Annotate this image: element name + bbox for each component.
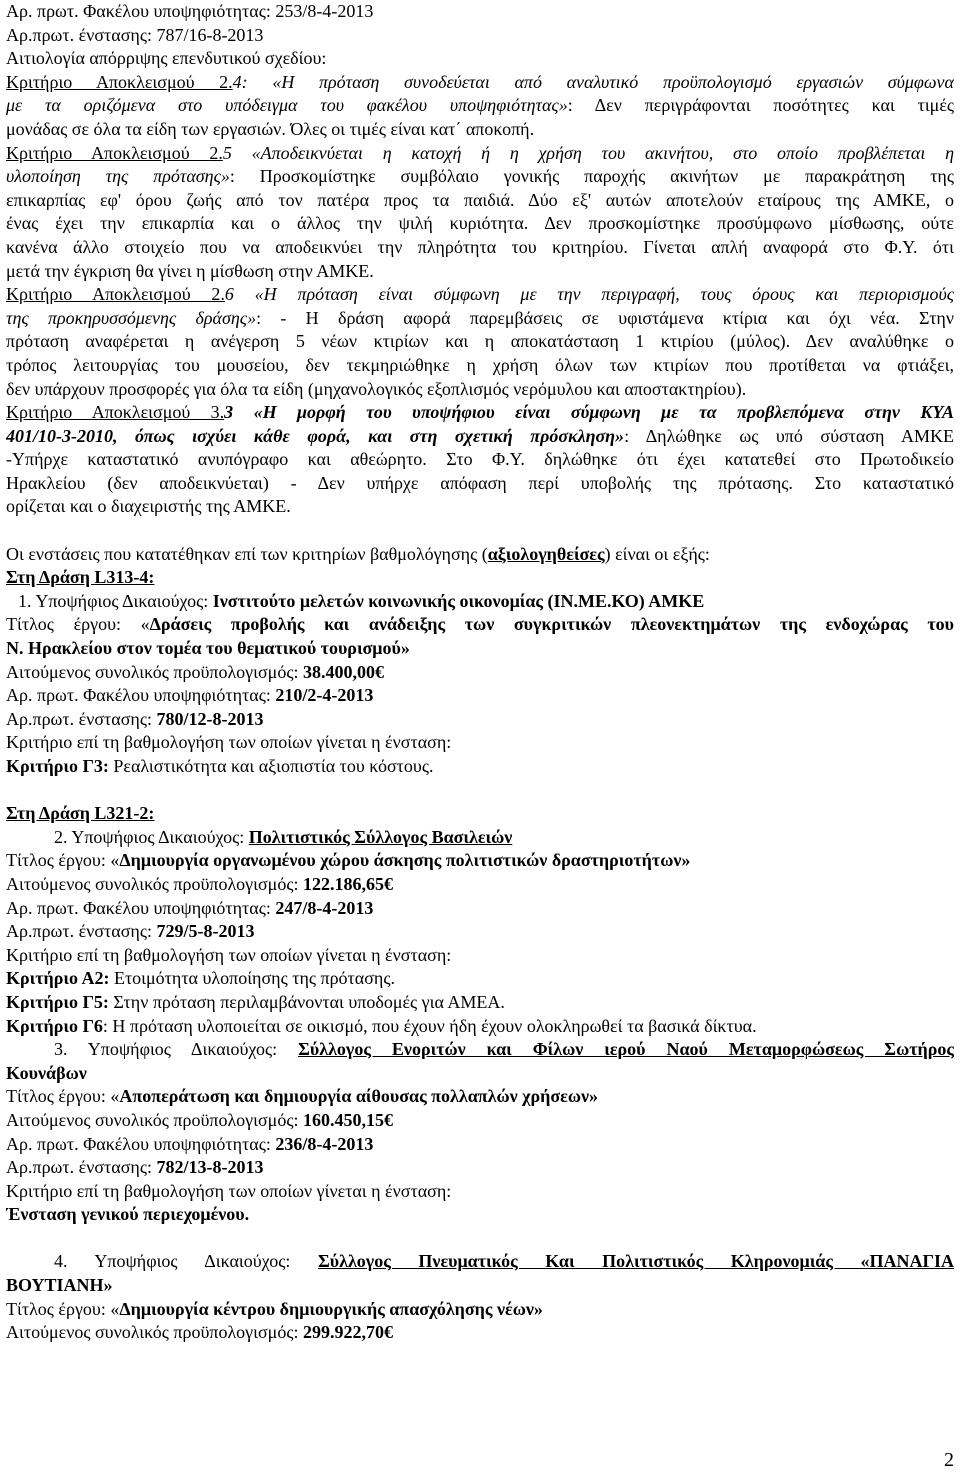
text-segment: 160.450,15€: [302, 1109, 393, 1130]
text-segment: Αιτιολογία απόρριψης επενδυτικού σχεδίου:: [6, 48, 327, 69]
text-segment: Κριτήριο επί τη βαθμολογήση των οποίων γίνεται η ένσταση:: [6, 1180, 452, 1201]
text-segment: Στην πρόταση περιλαμβάνονται υποδομές για ΑΜΕΑ.: [108, 991, 505, 1012]
text-line: [6, 849, 954, 873]
text-segment: 1. Υποψήφιος Δικαιούχος:: [18, 590, 213, 611]
text-line: [6, 1180, 954, 1204]
blank-line: [6, 519, 954, 543]
text-segment: Κριτήριο Α2:: [6, 968, 110, 989]
text-segment: Κριτήριο Αποκλεισμού: [6, 71, 220, 92]
text-line: [6, 1015, 954, 1039]
text-segment: 782/13-8-2013: [156, 1157, 264, 1178]
text-line: [6, 755, 954, 779]
text-line: [6, 661, 954, 685]
text-segment: 729/5-8-2013: [156, 921, 255, 942]
text-line: [6, 378, 954, 402]
text-segment: ένας έχει την επικαρπία και ο άλλος την ψιλή κυριότητα. Δεν προσκομίστηκε προσύμφωνο μίσθωσης, ούτε: [6, 213, 954, 234]
text-line: [6, 1274, 954, 1298]
text-segment: Κριτήριο Αποκλεισμού: [6, 284, 212, 305]
text-line: [6, 637, 954, 661]
text-segment: Αιτούμενος συνολικός προϋπολογισμός:: [6, 661, 303, 682]
text-line: [6, 354, 954, 378]
text-segment: της προκηρυσσόμενης δράσης»: [6, 307, 257, 328]
text-line: [6, 307, 954, 331]
text-line: [6, 1203, 954, 1227]
page-number: 2: [944, 1449, 954, 1471]
text-segment: 247/8-4-2013: [275, 897, 374, 918]
text-line: [6, 495, 954, 519]
text-line: [6, 566, 954, 590]
text-segment: Αρ.πρωτ. ένστασης:: [6, 708, 157, 729]
text-segment: 780/12-8-2013: [156, 708, 264, 729]
text-segment: Σύλλογος Πνευματικός Και Πολιτιστικός Κληρονομιάς «ΠΑΝΑΓΙΑ: [318, 1251, 954, 1272]
text-segment: 3.: [210, 402, 225, 423]
text-segment: Κριτήριο επί τη βαθμολογήση των οποίων γίνεται η ένσταση:: [6, 944, 452, 965]
text-line: [6, 0, 954, 24]
text-line: [6, 472, 954, 496]
text-segment: 5 «Αποδεικνύεται η κατοχή ή η χρήση του ακινήτου, στο οποίο προβλέπεται η: [222, 142, 954, 163]
text-segment: : Προσκομίστηκε συμβόλαιο γονικής παροχής ακινήτων με παρακράτηση της: [229, 166, 954, 187]
text-segment: Ηρακλείου (δεν αποδεικνύεται) - Δεν υπήρχε απόφαση περί υποβολής της πρότασης. Στο καταστατικό: [6, 472, 954, 493]
text-line: [6, 71, 954, 95]
document-body: [6, 0, 954, 1345]
text-segment: 401/10-3-2010, όπως ισχύει κάθε φορά, και στη σχετική πρόσκληση»: [6, 425, 625, 446]
text-line: [6, 260, 954, 284]
text-line: [6, 684, 954, 708]
text-segment: υλοποίηση της πρότασης»: [6, 166, 230, 187]
text-segment: 2.: [209, 142, 223, 163]
text-line: [6, 142, 954, 166]
text-segment: Κουνάβων: [6, 1062, 87, 1083]
text-segment: Κριτήριο Γ3:: [6, 756, 109, 776]
text-line: [6, 425, 954, 449]
text-line: [6, 802, 954, 826]
text-segment: αξιολογηθείσες: [487, 543, 605, 564]
text-line: [6, 1250, 954, 1274]
text-line: [6, 47, 954, 71]
text-line: [6, 543, 954, 567]
text-segment: Αρ. πρωτ. Φακέλου υποψηφιότητας:: [6, 897, 276, 918]
text-segment: Αιτούμενος συνολικός προϋπολογισμός:: [6, 873, 303, 894]
text-segment: Αρ.πρωτ. ένστασης: 787/16-8-2013: [6, 24, 264, 45]
text-segment: Αρ.πρωτ. ένστασης:: [6, 1157, 157, 1178]
text-line: [6, 944, 954, 968]
text-segment: 3 «Η μορφή του υποψήφιου είναι σύμφωνη με τα προβλεπόμενα στην ΚΥΑ: [224, 402, 954, 423]
text-line: [6, 1085, 954, 1109]
text-segment: ορίζεται και ο διαχειριστής της ΑΜΚΕ.: [6, 496, 291, 517]
text-segment: Στη Δράση L313-4:: [6, 567, 155, 588]
text-segment: Αρ. πρωτ. Φακέλου υποψηφιότητας:: [6, 685, 276, 706]
text-segment: μετά την έγκριση θα γίνει η μίσθωση στην ΑΜΚΕ.: [6, 260, 374, 281]
text-line: [6, 165, 954, 189]
text-segment: Αιτούμενος συνολικός προϋπολογισμός:: [6, 1109, 303, 1130]
text-line: [6, 118, 954, 142]
text-line: [6, 1038, 954, 1062]
text-segment: ) είναι οι εξής:: [604, 543, 710, 564]
text-line: [6, 708, 954, 732]
text-line: [6, 24, 954, 48]
text-line: [6, 731, 954, 755]
text-segment: Τίτλος έργου: «: [6, 1086, 120, 1107]
text-segment: 299.922,70€: [302, 1322, 393, 1343]
text-line: [6, 826, 954, 850]
text-line: [6, 1298, 954, 1322]
text-segment: Ινστιτούτο μελετών κοινωνικής οικονομίας (ΙΝ.ΜΕ.ΚΟ) ΑΜΚΕ: [212, 590, 705, 611]
text-segment: Σύλλογος Ενοριτών και Φίλων ιερού Ναού Μεταμορφώσεως Σωτήρος: [298, 1039, 954, 1060]
text-segment: τρόπος λειτουργίας του μουσείου, δεν τεκμηριώθηκε η χρήση όλων των κτιρίων που προτίθεται να φτιάξει,: [6, 354, 954, 375]
text-segment: 4: «Η πρόταση συνοδεύεται από αναλυτικό προϋπολογισμό εργασιών σύμφωνα: [232, 71, 954, 92]
text-line: [6, 94, 954, 118]
text-segment: Δράσεις προβολής και ανάδειξης των συγκριτικών πλεονεκτημάτων της ενδοχώρας του: [149, 614, 954, 635]
text-segment: : Η πρόταση υλοποιείται σε οικισμό, που έχουν ήδη έχουν ολοκληρωθεί τα βασικά δίκτυα.: [102, 1015, 757, 1036]
text-line: [6, 1062, 954, 1086]
blank-line: [6, 1227, 954, 1251]
text-segment: 38.400,00€: [302, 661, 384, 682]
text-segment: Τίτλος έργου: «: [6, 850, 120, 871]
text-segment: Ν. Ηρακλείου στον τομέα του θεματικού τουρισμού»: [6, 638, 410, 659]
text-segment: μονάδας σε όλα τα είδη των εργασιών. Όλες οι τιμές είναι κατ΄ αποκοπή.: [6, 118, 535, 139]
text-segment: : Δεν περιγράφονται ποσότητες και τιμές: [567, 95, 954, 116]
text-segment: ΒΟΥΤΙΑΝΗ»: [6, 1275, 113, 1296]
text-segment: Αιτούμενος συνολικός προϋπολογισμός:: [6, 1322, 303, 1343]
text-segment: Ρεαλιστικότητα και αξιοπιστία του κόστους.: [108, 756, 434, 776]
blank-line: [6, 779, 954, 803]
text-line: [6, 991, 954, 1015]
text-line: [6, 920, 954, 944]
text-segment: Οι ενστάσεις που κατατέθηκαν επί των κριτηρίων βαθμολόγησης (: [6, 543, 488, 564]
text-segment: 4. Υποψήφιος Δικαιούχος:: [54, 1251, 318, 1272]
text-line: [6, 897, 954, 921]
text-segment: Ετοιμότητα υλοποίησης της πρότασης.: [109, 968, 395, 989]
text-segment: Κριτήριο Γ6: [6, 1015, 103, 1036]
text-segment: -Υπήρχε καταστατικό ανυπόγραφο και αθεώρητο. Στο Φ.Υ. δηλώθηκε ότι έχει κατατεθεί στο Πρωτοδικείο: [6, 449, 954, 470]
text-segment: Αποπεράτωση και δημιουργία αίθουσας πολλαπλών χρήσεων»: [119, 1086, 599, 1107]
text-line: [6, 1321, 954, 1345]
text-line: [6, 1156, 954, 1180]
text-segment: Κριτήριο επί τη βαθμολογήση των οποίων γίνεται η ένσταση:: [6, 732, 452, 753]
text-segment: δεν υπάρχουν προσφορές για όλα τα είδη (μηχανολογικός εξοπλισμός νερόμυλου και αποστακτηρίου).: [6, 378, 747, 399]
text-line: [6, 401, 954, 425]
text-line: [6, 448, 954, 472]
text-segment: Κριτήριο Αποκλεισμού: [6, 142, 210, 163]
text-segment: Αρ. πρωτ. Φακέλου υποψηφιότητας: 253/8-4-2013: [6, 1, 374, 21]
text-segment: 2.: [219, 71, 233, 92]
text-line: [6, 967, 954, 991]
text-segment: 122.186,65€: [302, 873, 393, 894]
text-segment: Τίτλος έργου: «: [6, 614, 150, 635]
text-line: [6, 613, 954, 637]
text-segment: πρόταση αναφέρεται η ανέγερση 5 νέων κτιρίων και η αποκατάσταση 1 κτιρίου (μύλος). Δεν αναλύθηκε ο: [6, 331, 954, 352]
text-segment: Αρ.πρωτ. ένστασης:: [6, 921, 157, 942]
text-segment: Ένσταση γενικού περιεχομένου.: [6, 1204, 250, 1225]
text-line: [6, 330, 954, 354]
text-segment: 2. Υποψήφιος Δικαιούχος:: [54, 826, 249, 847]
text-segment: Κριτήριο Γ5:: [6, 991, 109, 1012]
text-segment: Δημιουργία οργανωμένου χώρου άσκησης πολιτιστικών δραστηριοτήτων»: [119, 850, 691, 871]
text-segment: 236/8-4-2013: [275, 1133, 374, 1154]
text-segment: Πολιτιστικός Σύλλογος Βασιλειών: [248, 826, 513, 847]
text-segment: : - Η δράση αφορά παρεμβάσεις σε υφιστάμενα κτίρια και όχι νέα. Στην: [256, 307, 954, 328]
text-segment: Δημιουργία κέντρου δημιουργικής απασχόλησης νέων»: [119, 1298, 543, 1319]
text-segment: 210/2-4-2013: [275, 685, 374, 706]
text-segment: : Δηλώθηκε ως υπό σύσταση ΑΜΚΕ: [624, 425, 954, 446]
text-segment: με τα οριζόμενα στο υπόδειγμα του φακέλου υποψηφιότητας»: [6, 95, 568, 116]
text-segment: κανένα άλλο στοιχείο που να αποδεικνύει την πληρότητα του κριτηρίου. Γίνεται απλή αναφορά στο Φ.Υ. ότι: [6, 236, 954, 257]
text-line: [6, 1133, 954, 1157]
text-segment: Τίτλος έργου: «: [6, 1298, 120, 1319]
text-segment: Αρ. πρωτ. Φακέλου υποψηφιότητας:: [6, 1133, 276, 1154]
text-line: [6, 1109, 954, 1133]
text-segment: επικαρπίας εφ' όρου ζωής από τον πατέρα προς τα παιδιά. Δύο εξ' αυτών αποτελούν εταίρους της ΑΜΚΕ, ο: [6, 189, 954, 210]
text-line: [6, 590, 954, 614]
text-line: [6, 283, 954, 307]
text-segment: 6 «Η πρόταση είναι σύμφωνη με την περιγραφή, τους όρους και περιορισμούς: [224, 284, 954, 305]
text-line: [6, 873, 954, 897]
text-line: [6, 212, 954, 236]
text-segment: Στη Δράση L321-2:: [6, 803, 155, 824]
text-segment: 3. Υποψήφιος Δικαιούχος:: [54, 1039, 299, 1060]
text-line: [6, 189, 954, 213]
text-segment: 2.: [211, 284, 225, 305]
text-segment: Κριτήριο Αποκλεισμού: [6, 402, 211, 423]
text-line: [6, 236, 954, 260]
